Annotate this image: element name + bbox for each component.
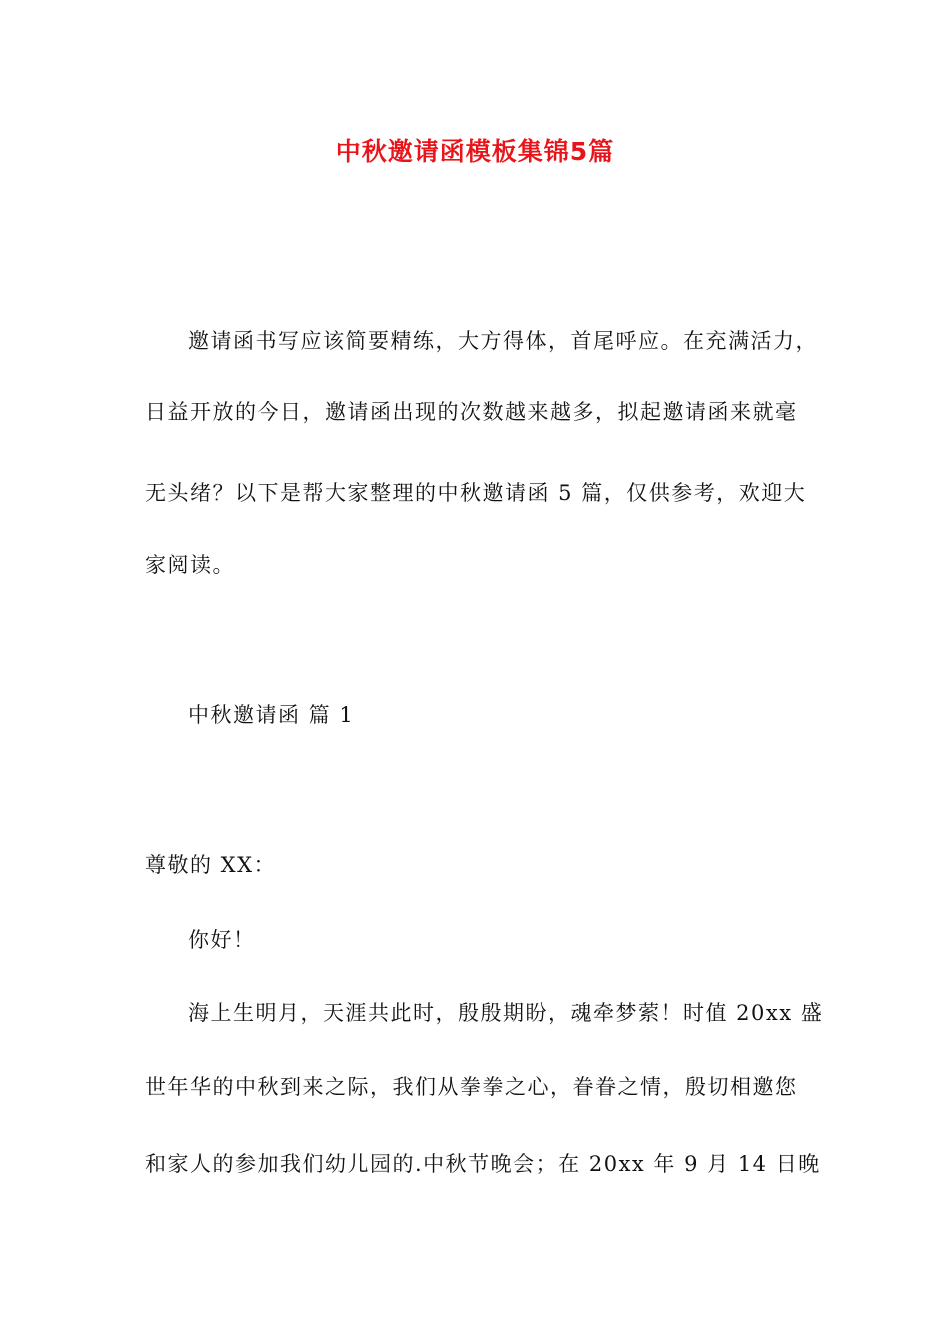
body-line-1: 海上生明月，天涯共此时，殷殷期盼，魂牵梦萦！时值 20xx 盛 [188,1001,824,1025]
greeting: 你好！ [188,928,256,952]
body-line-2: 世年华的中秋到来之际，我们从拳拳之心，眷眷之情，殷切相邀您 [145,1075,798,1099]
body-line-3: 和家人的参加我们幼儿园的.中秋节晚会；在 20xx 年 9 月 14 日晚 [145,1152,821,1176]
document-title: 中秋邀请函模板集锦5篇 [335,137,615,166]
intro-line-3: 无头绪？以下是帮大家整理的中秋邀请函 5 篇，仅供参考，欢迎大 [145,481,807,505]
intro-line-4: 家阅读。 [145,553,235,577]
salutation: 尊敬的 XX： [145,853,277,877]
intro-line-2: 日益开放的今日，邀请函出现的次数越来越多，拟起邀请函来就毫 [145,400,798,424]
section-heading: 中秋邀请函 篇 1 [188,703,355,727]
intro-line-1: 邀请函书写应该简要精练，大方得体，首尾呼应。在充满活力， [188,329,818,353]
